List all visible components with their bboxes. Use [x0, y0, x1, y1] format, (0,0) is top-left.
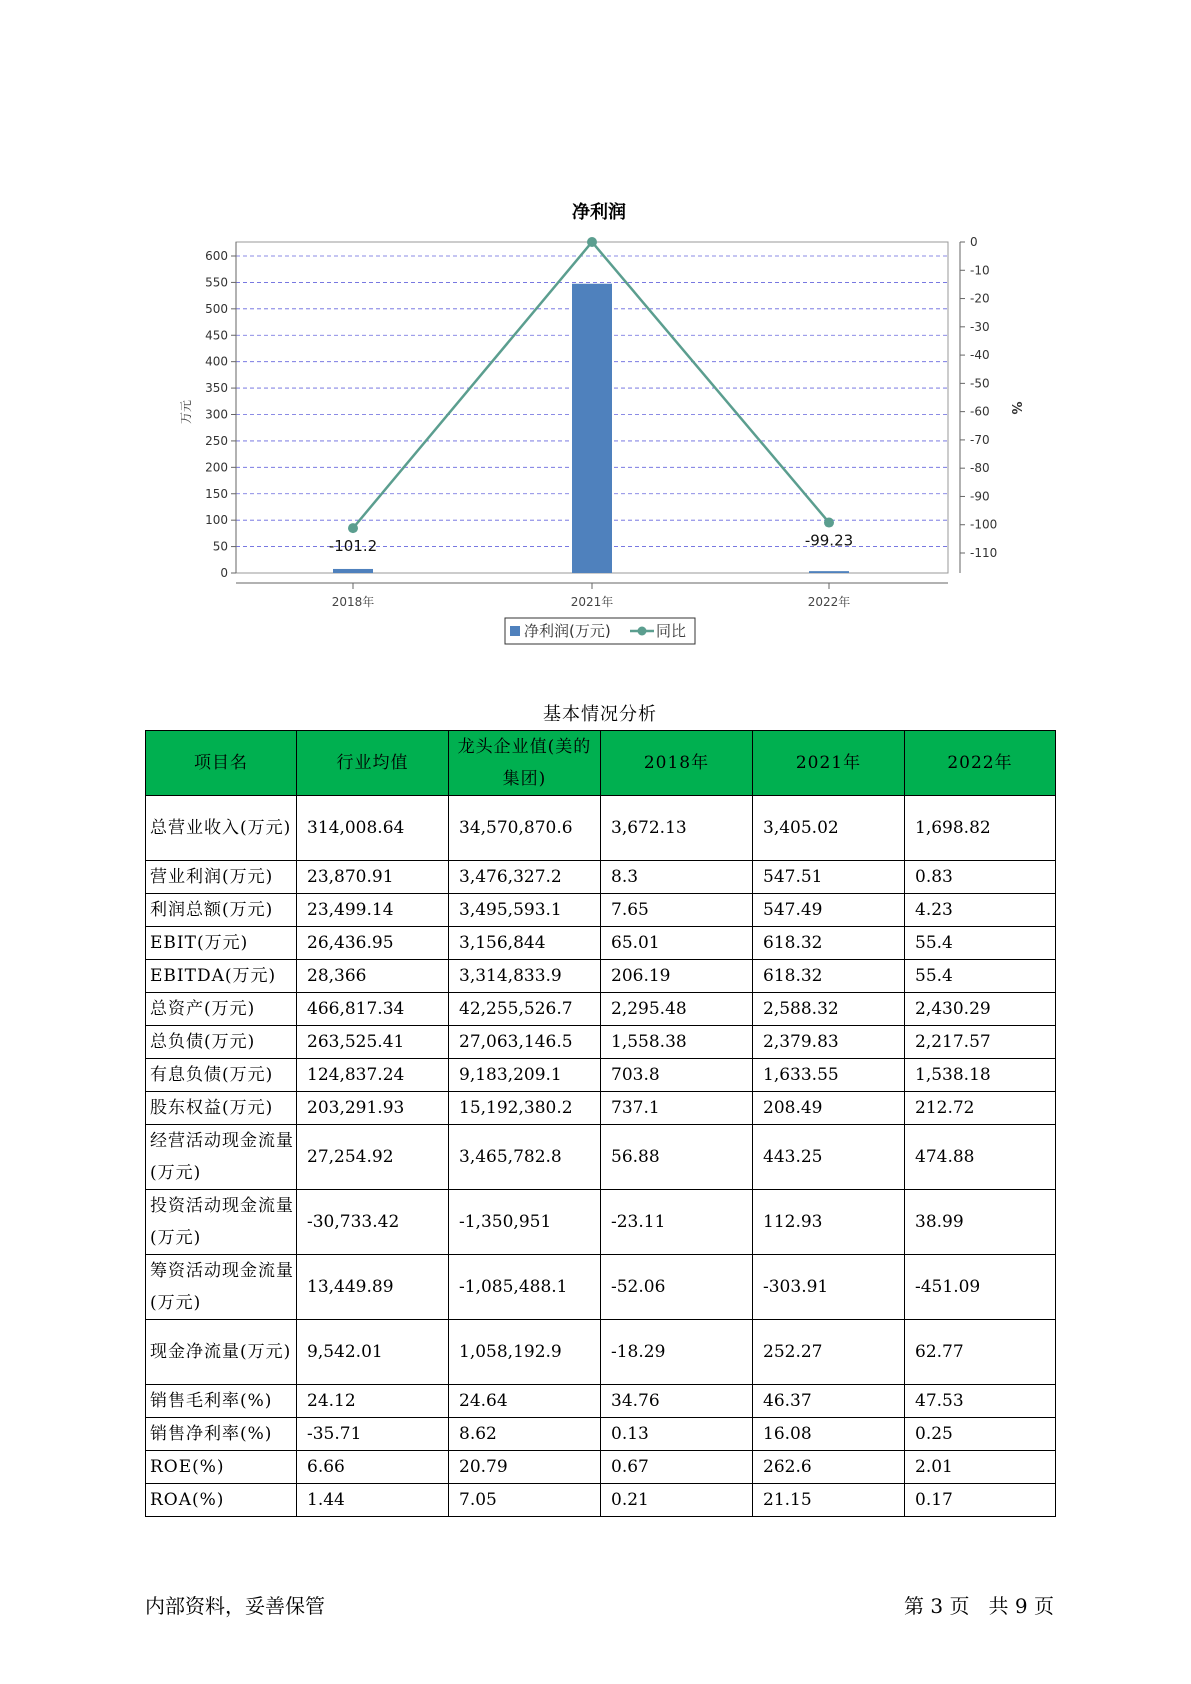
table-cell: 8.3 — [601, 861, 753, 894]
table-cell: 47.53 — [905, 1385, 1056, 1418]
x-tick-label: 2021年 — [570, 595, 614, 609]
table-cell: -52.06 — [601, 1255, 753, 1320]
table-cell: 2,295.48 — [601, 993, 753, 1026]
data-label: -99.23 — [804, 531, 854, 550]
table-row — [146, 1059, 1056, 1092]
left-tick-label: 150 — [205, 486, 228, 501]
right-tick-label: -30 — [970, 319, 990, 334]
table-cell: 6.66 — [297, 1451, 449, 1484]
table-row — [146, 960, 1056, 993]
table-cell: 56.88 — [601, 1125, 753, 1190]
right-tick-label: -10 — [970, 263, 990, 278]
table-cell: 3,465,782.8 — [449, 1125, 601, 1190]
row-label: 投资活动现金流量(万元) — [146, 1190, 297, 1255]
table-cell: 314,008.64 — [297, 796, 449, 861]
table-cell: 34.76 — [601, 1385, 753, 1418]
table-cell: 3,495,593.1 — [449, 894, 601, 927]
right-tick-label: -50 — [970, 376, 990, 391]
table-cell: -451.09 — [905, 1255, 1056, 1320]
legend-line-label: 同比 — [656, 622, 687, 640]
left-tick-label: 350 — [205, 381, 228, 396]
table-row — [146, 927, 1056, 960]
table-cell: 13,449.89 — [297, 1255, 449, 1320]
table-cell: 212.72 — [905, 1092, 1056, 1125]
row-label: ROA(%) — [146, 1484, 297, 1517]
table-cell: 65.01 — [601, 927, 753, 960]
table-cell: 4.23 — [905, 894, 1056, 927]
legend-line-marker — [638, 627, 647, 636]
x-tick-label: 2022年 — [807, 595, 851, 609]
table-cell: 55.4 — [905, 927, 1056, 960]
row-label: 销售毛利率(%) — [146, 1385, 297, 1418]
table-row — [146, 1320, 1056, 1385]
left-tick-label: 0 — [220, 566, 228, 580]
table-cell: 21.15 — [753, 1484, 905, 1517]
table-cell: 3,405.02 — [753, 796, 905, 861]
table-cell: 262.6 — [753, 1451, 905, 1484]
table-cell: 443.25 — [753, 1125, 905, 1190]
table-cell: 0.21 — [601, 1484, 753, 1517]
table-row — [146, 796, 1056, 861]
header-2018: 2018年 — [601, 731, 753, 796]
table-cell: 1,698.82 — [905, 796, 1056, 861]
right-tick-label: -70 — [970, 432, 990, 447]
table-cell: 206.19 — [601, 960, 753, 993]
left-tick-label: 450 — [205, 328, 228, 343]
table-cell: -18.29 — [601, 1320, 753, 1385]
table-cell: 8.62 — [449, 1418, 601, 1451]
row-label: 经营活动现金流量(万元) — [146, 1125, 297, 1190]
table-cell: 15,192,380.2 — [449, 1092, 601, 1125]
header-2021: 2021年 — [753, 731, 905, 796]
table-cell: 112.93 — [753, 1190, 905, 1255]
left-tick-label: 300 — [205, 407, 228, 422]
table-cell: -1,350,951 — [449, 1190, 601, 1255]
row-label: 有息负债(万元) — [146, 1059, 297, 1092]
left-axis-title: 万元 — [179, 399, 193, 425]
page-mid: 页 共 — [949, 1594, 1009, 1618]
table-cell: 55.4 — [905, 960, 1056, 993]
table-cell: 547.49 — [753, 894, 905, 927]
page-suffix: 页 — [1034, 1594, 1054, 1618]
row-label: 营业利润(万元) — [146, 861, 297, 894]
row-label: 现金净流量(万元) — [146, 1320, 297, 1385]
left-tick-label: 550 — [205, 275, 228, 290]
table-cell: 703.8 — [601, 1059, 753, 1092]
table-cell: -23.11 — [601, 1190, 753, 1255]
bar-2022年 — [809, 571, 849, 573]
row-label: 筹资活动现金流量(万元) — [146, 1255, 297, 1320]
table-cell: 24.64 — [449, 1385, 601, 1418]
table-cell: 737.1 — [601, 1092, 753, 1125]
legend-bar-label: 净利润(万元) — [524, 622, 611, 640]
table-row — [146, 1026, 1056, 1059]
table-cell: 208.49 — [753, 1092, 905, 1125]
table-cell: 16.08 — [753, 1418, 905, 1451]
header-2022: 2022年 — [905, 731, 1056, 796]
table-cell: 46.37 — [753, 1385, 905, 1418]
row-label: EBIT(万元) — [146, 927, 297, 960]
right-tick-label: -80 — [970, 461, 990, 476]
table-row — [146, 1484, 1056, 1517]
page-prefix: 第 — [904, 1594, 925, 1618]
row-label: 销售净利率(%) — [146, 1418, 297, 1451]
table-cell: 27,063,146.5 — [449, 1026, 601, 1059]
table-row — [146, 894, 1056, 927]
table-cell: 3,476,327.2 — [449, 861, 601, 894]
left-tick-label: 100 — [205, 513, 228, 528]
table-cell: 1,538.18 — [905, 1059, 1056, 1092]
basic-analysis-table — [145, 730, 1056, 1517]
table-cell: -35.71 — [297, 1418, 449, 1451]
table-cell: 0.83 — [905, 861, 1056, 894]
table-cell: 2,379.83 — [753, 1026, 905, 1059]
table-cell: 28,366 — [297, 960, 449, 993]
row-label: ROE(%) — [146, 1451, 297, 1484]
table-row — [146, 1451, 1056, 1484]
table-cell: 547.51 — [753, 861, 905, 894]
table-cell: 7.05 — [449, 1484, 601, 1517]
yoy-point-2022年 — [824, 518, 834, 528]
table-cell: 9,183,209.1 — [449, 1059, 601, 1092]
table-cell: -30,733.42 — [297, 1190, 449, 1255]
table-row — [146, 1190, 1056, 1255]
table-row — [146, 1125, 1056, 1190]
page-total: 9 — [1014, 1594, 1028, 1618]
left-tick-label: 500 — [205, 301, 228, 316]
table-cell: 124,837.24 — [297, 1059, 449, 1092]
right-tick-label: -20 — [970, 291, 990, 306]
yoy-point-2018年 — [348, 523, 358, 533]
table-row — [146, 993, 1056, 1026]
row-label: 总资产(万元) — [146, 993, 297, 1026]
table-cell: 62.77 — [905, 1320, 1056, 1385]
table-cell: 27,254.92 — [297, 1125, 449, 1190]
table-row — [146, 1092, 1056, 1125]
table-cell: 3,314,833.9 — [449, 960, 601, 993]
table-cell: 7.65 — [601, 894, 753, 927]
table-row — [146, 1385, 1056, 1418]
table-cell: 618.32 — [753, 960, 905, 993]
table-row — [146, 861, 1056, 894]
table-cell: 20.79 — [449, 1451, 601, 1484]
table-cell: 1,558.38 — [601, 1026, 753, 1059]
x-tick-label: 2018年 — [331, 595, 375, 609]
left-tick-label: 250 — [205, 433, 228, 448]
table-cell: 2.01 — [905, 1451, 1056, 1484]
table-cell: 1,058,192.9 — [449, 1320, 601, 1385]
table-cell: 252.27 — [753, 1320, 905, 1385]
table-cell: 23,499.14 — [297, 894, 449, 927]
table-cell: 0.17 — [905, 1484, 1056, 1517]
table-header-row — [146, 731, 1056, 796]
left-tick-label: 50 — [212, 539, 228, 554]
header-leader-value: 龙头企业值(美的集团) — [449, 731, 601, 796]
table-cell: 474.88 — [905, 1125, 1056, 1190]
table-cell: 38.99 — [905, 1190, 1056, 1255]
right-tick-label: -40 — [970, 348, 990, 363]
table-cell: -1,085,488.1 — [449, 1255, 601, 1320]
row-label: 利润总额(万元) — [146, 894, 297, 927]
table-cell: 9,542.01 — [297, 1320, 449, 1385]
right-tick-label: -60 — [970, 404, 990, 419]
row-label: EBITDA(万元) — [146, 960, 297, 993]
page-current: 3 — [930, 1594, 944, 1618]
table-cell: 263,525.41 — [297, 1026, 449, 1059]
left-tick-label: 200 — [205, 460, 228, 475]
table-cell: 23,870.91 — [297, 861, 449, 894]
table-row — [146, 1418, 1056, 1451]
table-cell: 2,430.29 — [905, 993, 1056, 1026]
net-profit-chart — [0, 0, 1191, 700]
table-cell: 24.12 — [297, 1385, 449, 1418]
right-tick-label: 0 — [970, 235, 978, 249]
bar-2021年 — [572, 284, 612, 573]
table-cell: 2,588.32 — [753, 993, 905, 1026]
row-label: 总负债(万元) — [146, 1026, 297, 1059]
data-label: -101.2 — [328, 537, 378, 556]
table-cell: 3,672.13 — [601, 796, 753, 861]
right-axis-title: % — [1008, 401, 1023, 415]
legend-bar-swatch — [510, 626, 520, 636]
left-tick-label: 600 — [205, 249, 228, 263]
footer-page-number — [904, 1590, 1054, 1619]
left-tick-label: 400 — [205, 354, 228, 369]
table-cell: 3,156,844 — [449, 927, 601, 960]
table-cell: 618.32 — [753, 927, 905, 960]
table-cell: 0.67 — [601, 1451, 753, 1484]
table-cell: -303.91 — [753, 1255, 905, 1320]
chart-title: 净利润 — [572, 202, 626, 223]
table-row — [146, 1255, 1056, 1320]
row-label: 总营业收入(万元) — [146, 796, 297, 861]
table-cell: 203,291.93 — [297, 1092, 449, 1125]
right-tick-label: -90 — [970, 489, 990, 504]
table-cell: 1.44 — [297, 1484, 449, 1517]
table-cell: 1,633.55 — [753, 1059, 905, 1092]
right-tick-label: -110 — [970, 546, 998, 560]
table-cell: 0.13 — [601, 1418, 753, 1451]
bar-2018年 — [333, 569, 373, 573]
table-cell: 34,570,870.6 — [449, 796, 601, 861]
table-cell: 466,817.34 — [297, 993, 449, 1026]
footer-confidential-note: 内部资料，妥善保管 — [145, 1594, 325, 1618]
header-item-name: 项目名 — [146, 731, 297, 796]
table-caption: 基本情况分析 — [543, 704, 657, 725]
table-cell: 26,436.95 — [297, 927, 449, 960]
table-cell: 2,217.57 — [905, 1026, 1056, 1059]
yoy-point-2021年 — [587, 237, 597, 247]
table-cell: 42,255,526.7 — [449, 993, 601, 1026]
header-industry-avg: 行业均值 — [297, 731, 449, 796]
right-tick-label: -100 — [970, 517, 998, 532]
table-cell: 0.25 — [905, 1418, 1056, 1451]
row-label: 股东权益(万元) — [146, 1092, 297, 1125]
